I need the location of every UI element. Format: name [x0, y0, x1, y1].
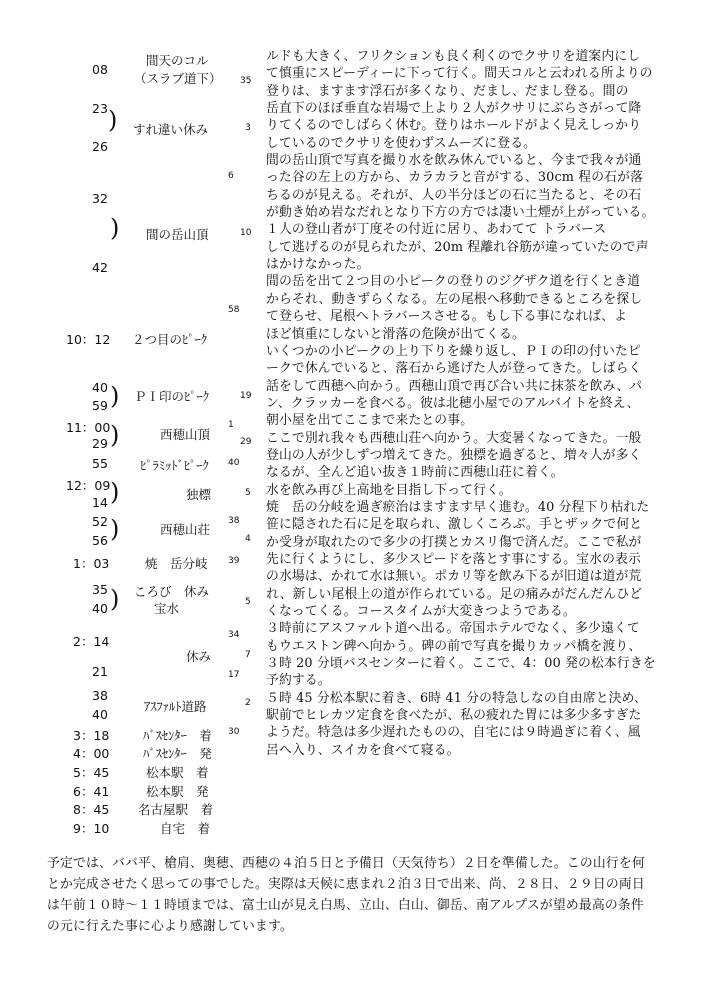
narrative-line: 朝小屋を出てここまで来たとの事。 — [266, 413, 474, 429]
narrative-line: １人の登山者が丁度その付近に居り、あわてて トラバース — [266, 222, 607, 238]
log-time: 14 — [92, 495, 108, 510]
log-time: 21 — [92, 664, 108, 679]
narrative-line: 登りは、ますます浮石が多くなり、だまし、だまし登る。間の — [266, 83, 629, 99]
bracket-mark: ) — [110, 214, 120, 242]
log-duration: 5 — [245, 597, 251, 607]
log-time: 40 — [92, 707, 108, 722]
log-duration: 38 — [228, 516, 240, 526]
log-time: 56 — [92, 533, 108, 548]
log-duration: 30 — [228, 727, 240, 737]
log-place: 自宅 着 — [160, 821, 211, 836]
log-time: 38 — [92, 688, 108, 703]
narrative-line: 駅前でヒレカツ定食を食べたが、私の疲れた胃には多少多すぎた — [266, 708, 642, 724]
footer-line: の元に行えた事に心より感謝しています。 — [47, 919, 293, 934]
log-time: 52 — [92, 514, 108, 529]
bracket-mark: ) — [108, 106, 118, 134]
narrative-line: 呂へ入り、スイカを食べて寝る。 — [266, 742, 460, 758]
log-duration: 7 — [245, 650, 251, 660]
narrative-line: ようだ。特急は多少遅れたものの、自宅には９時過ぎに着く、風 — [266, 725, 641, 741]
log-place: ころび 休み — [134, 584, 210, 599]
log-time: 4：00 — [73, 746, 110, 761]
narrative-line: ルドも大きく、フリクションも良く利くのでクサリを道案内にし — [266, 49, 641, 64]
narrative-line: 登山の人が少しずつ増えてきた。独標を過ぎると、増々人が多く — [266, 447, 642, 463]
footer-line: 予定では、ババ平、槍肩、奥穂、西穂の４泊５日と予備日（天気待ち）２日を準備した。この山行を何 — [47, 856, 645, 871]
narrative-line: ５時 45 分松本駅に着き、6時 41 分の特急しなの自由席と決め、 — [266, 690, 647, 706]
log-time: 12：09 — [66, 478, 111, 493]
log-time: 40 — [92, 601, 108, 616]
narrative-text — [266, 48, 702, 759]
log-time: 35 — [92, 582, 108, 597]
log-place: 焼 岳分岐 — [145, 556, 208, 571]
log-place: 間の岳山頂 — [146, 227, 209, 242]
bracket-mark: ) — [110, 515, 120, 543]
narrative-line: ３時前にアスファルト道へ出る。帝国ホテルでなく、多少遠くて — [266, 621, 640, 637]
log-duration: 29 — [240, 437, 252, 447]
narrative-line: いくつかの小ピークの上り下りを繰り返し、ＰＩの印の付いたピ — [266, 343, 641, 359]
log-place: ｱｽﾌｧﾙﾄ道路 — [144, 699, 207, 714]
log-place: （スラブ道下） — [134, 71, 222, 86]
narrative-line: ここで別れ我々も西穂山荘へ向かう。大変暑くなってきた。一般 — [266, 430, 642, 446]
narrative-line: りてくるのでしばらく休む。登りはホールドがよく見えしっかり — [266, 118, 642, 134]
narrative-line: からそれ、動きずらくなる。左の尾根へ移動できるところを探し — [266, 291, 643, 307]
log-time: 1：03 — [73, 556, 110, 571]
log-time: 08 — [92, 62, 108, 77]
log-duration: 35 — [240, 76, 252, 86]
bracket-mark: ) — [110, 585, 120, 613]
narrative-line: ちるのが見える。それが、人の半分ほどの石に当たると、その石 — [266, 187, 642, 203]
log-place: 間天のコル — [146, 53, 209, 68]
log-place: すれ違い休み — [133, 122, 209, 137]
log-duration: 17 — [228, 670, 240, 680]
narrative-line: れ、新しい尾根上の道が作られている。足の痛みがだんだんひど — [266, 586, 643, 602]
narrative-line: 岳直下のほぼ垂直な岩場で上より２人がクサリにぶらさがって降 — [266, 101, 642, 117]
log-time: 55 — [92, 456, 108, 471]
narrative-line: 笹に隠された石に足を取られ、激しくころぶ。手とザックで何と — [266, 517, 643, 533]
footer-line: とか完成させたく思っての事でした。実際は天候に恵まれ２泊３日で出来、尚、２８日、２９日の両日 — [47, 877, 645, 892]
narrative-line: して逃げるのが見られたが、20m 程離れ谷筋が違っていたので声 — [266, 239, 649, 255]
log-place: ﾊﾞｽｾﾝﾀｰ 発 — [143, 746, 212, 761]
bracket-mark: ) — [110, 382, 120, 410]
narrative-line: ３時 20 分頃バスセンターに着く。ここで、4：00 発の松本行きを — [266, 656, 656, 672]
log-place: ﾋﾟﾗﾐｯﾄﾞﾋﾟｰｸ — [140, 458, 209, 473]
narrative-line: の水場は、かれて水は無い。ポカリ等を飲み下るが旧道は道が荒 — [266, 569, 642, 585]
log-place: 休み — [186, 649, 212, 664]
narrative-line: ほど慎重にしないと滑落の危険が出てくる。 — [266, 326, 525, 342]
narrative-line: ークで休んでいると、落石から逃げた人が登ってきた。しばらく — [266, 361, 642, 377]
narrative-line: て慎重にスピーディーに下って行く。間天コルと云われる所よりの — [266, 66, 653, 82]
log-duration: 1 — [228, 420, 234, 430]
log-time: 32 — [92, 191, 108, 206]
footer-paragraph — [47, 853, 687, 937]
log-duration: 2 — [245, 698, 251, 708]
log-duration: 40 — [228, 458, 240, 468]
log-duration: 10 — [240, 228, 252, 238]
log-duration: 3 — [245, 123, 251, 133]
narrative-line: 先に行くようにし、多少スピードを落とす事にする。宝水の表示 — [266, 551, 641, 567]
log-place: 独標 — [186, 487, 212, 502]
log-duration: 6 — [228, 171, 234, 181]
log-time: 10：12 — [66, 332, 111, 347]
footer-line: は午前１０時～１１時頃までは、富士山が見え白馬、立山、白山、御岳、南アルプスが望め最高の条件 — [47, 898, 644, 913]
log-time: 11：00 — [66, 420, 111, 435]
log-duration: 19 — [240, 391, 252, 401]
narrative-line: 水を飲み再び上高地を目指し下って行く。 — [266, 482, 512, 498]
narrative-line: ン、クラッカーを食べる。彼は北穂小屋でのアルバイトを終え、 — [266, 395, 640, 411]
log-time: 3：18 — [73, 728, 110, 743]
log-place: ２つ目のﾋﾟｰｸ — [132, 332, 208, 347]
log-place: 名古屋駅 着 — [138, 802, 214, 817]
narrative-line: が動き始め岩なだれとなり下方の方では凄い土煙が上がっている。 — [266, 205, 655, 221]
narrative-line: 焼 岳の分岐を過ぎ瘀治はますます早く進む。40 分程下り枯れた — [266, 499, 650, 515]
log-place: 松本駅 発 — [146, 784, 209, 799]
log-time: 40 — [92, 380, 108, 395]
log-duration: 39 — [228, 556, 240, 566]
narrative-line: て登らせ、尾根へトラバースさせる。もし下る事になれば、よ — [266, 309, 628, 325]
log-place: 松本駅 着 — [146, 765, 209, 780]
log-duration: 58 — [228, 305, 240, 315]
narrative-line: った谷の左上の方から、カラカラと音がする、30cm 程の石が落 — [266, 170, 644, 186]
log-time: 29 — [92, 436, 108, 451]
log-place: 宝水 — [154, 601, 180, 616]
log-duration: 34 — [228, 630, 240, 640]
bracket-mark: ) — [110, 478, 120, 506]
narrative-line: か受身が取れたので多少の打撲とカスリ傷で済んだ。ここで私が — [266, 534, 642, 550]
log-time: 59 — [92, 398, 108, 413]
log-time: 8：45 — [73, 802, 110, 817]
narrative-line: しているのでクサリを使わずスムーズに登る。 — [266, 135, 537, 151]
log-time: 6：41 — [73, 784, 110, 799]
log-duration: 4 — [245, 534, 251, 544]
narrative-line: 間の岳を出て２つ目の小ピークの登りのジグザク道を行くとき道 — [266, 274, 641, 290]
log-duration: 5 — [245, 488, 251, 498]
log-time: 5：45 — [73, 765, 110, 780]
narrative-line: なるが、全んど追い抜き１時前に西穂山荘に着く。 — [266, 465, 564, 481]
bracket-mark: ) — [110, 421, 120, 449]
log-place: 西穂山荘 — [160, 522, 211, 537]
log-place: ﾊﾞｽｾﾝﾀｰ 着 — [143, 728, 212, 743]
narrative-line: くなってくる。コースタイムが大変きつようである。 — [266, 604, 576, 619]
log-time: 26 — [92, 139, 108, 154]
log-time: 2：14 — [73, 634, 110, 649]
narrative-line: もウエストン碑へ向かう。碑の前で写真を撮りカッパ橋を渡り、 — [266, 638, 642, 654]
narrative-line: 間の岳山頂で写真を撮り水を飲み休んでいると、今まで我々が通 — [266, 153, 642, 169]
narrative-line: はかけなかった。 — [266, 257, 370, 273]
log-place: ＰＩ印のﾋﾟｰｸ — [134, 389, 210, 404]
narrative-line: 話をして西穂へ向かう。西穂山頂で再び合い共に抹茶を飲み、パ — [266, 378, 643, 394]
log-time: 23 — [92, 101, 108, 116]
log-time: 9：10 — [73, 821, 110, 836]
log-place: 西穂山頂 — [160, 427, 211, 442]
narrative-line: 予約する。 — [266, 673, 331, 689]
log-time: 42 — [92, 260, 108, 275]
